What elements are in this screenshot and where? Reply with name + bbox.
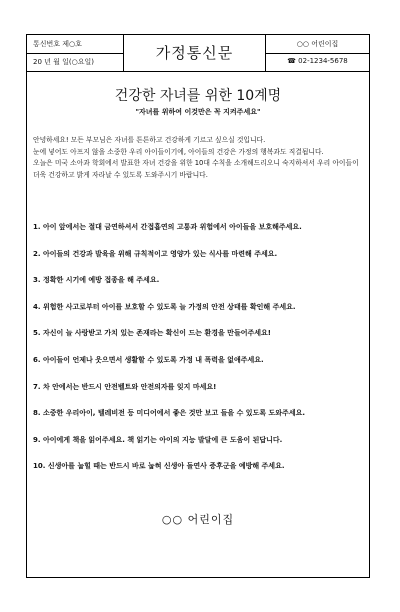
org-name: ○○ 어린이집 — [296, 40, 339, 48]
document-title: 건강한 자녀를 위한 10계명 — [114, 88, 282, 104]
intro-line: 오늘은 미국 소아과 학회에서 발표한 자녀 건강을 위한 10대 수칙을 소개해드리오니 숙지하셔서 우리 아이들이 더욱 건강하고 밝게 자라날 수 있도록 도와주시기 바랍니다. — [33, 159, 359, 179]
newsletter-title-cell — [124, 35, 266, 71]
issue-number: 통신번호 제○호 — [33, 40, 82, 48]
intro-line: 눈에 넣어도 아프지 않을 소중한 우리 아이들이기에, 아이들의 건강은 가정의 행복과도 직결됩니다. — [33, 147, 324, 156]
rule-item: 10. 신생아를 눕힐 때는 반드시 바로 눕혀 신생아 돌연사 증후군을 예방해 주세요. — [33, 462, 285, 471]
intro-line: 안녕하세요! 모든 부모님은 자녀를 튼튼하고 건강하게 기르고 싶으실 것입니다. — [33, 136, 266, 144]
footer-org-name: ○○ 어린이집 — [161, 513, 235, 526]
rule-item: 6. 아이들이 언제나 웃으면서 생활할 수 있도록 가정 내 폭력을 없애주세요. — [33, 355, 264, 364]
newsletter-page — [26, 34, 370, 578]
intro-paragraph — [33, 135, 365, 181]
document-subtitle: "자녀를 위하여 이것만은 꼭 지켜주세요" — [135, 108, 261, 116]
rule-item: 2. 아이들의 건강과 발육을 위해 규칙적이고 영양가 있는 식사를 마련해 주세요. — [33, 249, 278, 258]
cell-divider — [266, 53, 369, 54]
rule-item: 9. 아이에게 책을 읽어주세요. 책 읽기는 아이의 지능 발달에 큰 도움이 된답니다. — [33, 435, 283, 444]
rule-item: 3. 정확한 시기에 예방 접종을 해 주세요. — [33, 276, 160, 285]
org-info-cell — [266, 35, 369, 71]
issue-date: 20 년 월 일(○요일) — [33, 58, 94, 66]
org-phone: ☎ 02-1234-5678 — [287, 57, 348, 65]
rule-item: 4. 위험한 사고로부터 아이를 보호할 수 있도록 늘 가정의 안전 상태를 확인해 주세요. — [33, 302, 296, 311]
rule-item: 8. 소중한 우리아이, 텔레비전 등 미디어에서 좋은 것만 보고 들을 수 있도록 도와주세요. — [33, 409, 305, 418]
rule-item: 5. 자신이 늘 사랑받고 가치 있는 존재라는 확신이 드는 환경을 만들어주세요! — [33, 329, 271, 338]
header-table — [27, 35, 369, 72]
rule-item: 7. 차 안에서는 반드시 안전벨트와 안전의자를 잊지 마세요! — [33, 382, 217, 391]
newsletter-title: 가정통신문 — [155, 44, 234, 62]
rules-list — [33, 222, 365, 488]
issue-info-cell — [27, 35, 124, 71]
cell-divider — [27, 53, 123, 54]
rule-item: 1. 아이 앞에서는 절대 금연하셔서 간접흡연의 고통과 위험에서 아이들을 보호해주세요. — [33, 223, 302, 231]
